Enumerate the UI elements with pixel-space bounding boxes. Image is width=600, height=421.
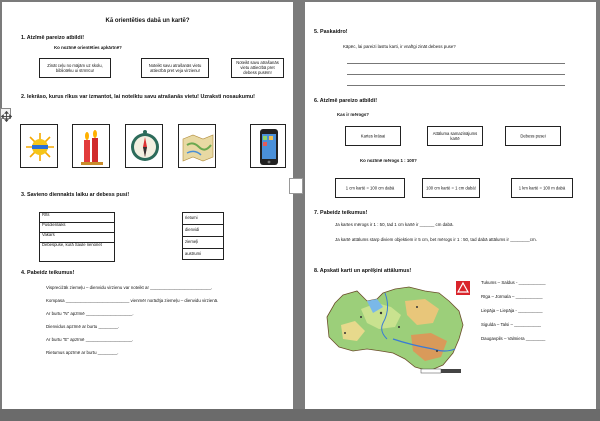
- worksheet-page-right: [305, 2, 596, 421]
- map-icon: [179, 125, 217, 169]
- task-4-sentence[interactable]: Kompasa __________________________ vienmēr norādīja ziemeļu – dienvidu virzienā.: [46, 298, 219, 303]
- move-arrows-icon: [1, 111, 12, 122]
- compass-picture[interactable]: [125, 124, 163, 168]
- distance-question[interactable]: Liepāja – Liepāja - __________: [481, 308, 543, 313]
- smartphone-icon: [251, 125, 287, 169]
- time-of-day-item[interactable]: Debespuse, kurā Saule nenoriet: [42, 242, 102, 247]
- phone-picture[interactable]: [250, 124, 286, 168]
- page-drag-handle[interactable]: [289, 178, 303, 194]
- sun-icon: [21, 125, 59, 169]
- candles-icon: [73, 125, 111, 169]
- task-5-heading: 5. Paskaidro!: [314, 29, 348, 35]
- move-handle[interactable]: [0, 108, 11, 119]
- task-8-heading: 8. Apskati karti un aprēķini attālumus!: [314, 268, 412, 274]
- task-5-question: Kāpēc, lai pareizi lasītu karti, ir vnafīgi zināt debess puse?: [343, 44, 456, 49]
- task-6-question-1: Kas ir mērogs?: [337, 112, 369, 117]
- direction-table: [182, 212, 224, 260]
- sun-picture[interactable]: [20, 124, 58, 168]
- direction-item[interactable]: dienvidi: [183, 225, 223, 237]
- answer-line[interactable]: [347, 74, 565, 75]
- direction-item[interactable]: ziemeļi: [183, 237, 223, 249]
- distance-question[interactable]: Rīga – Jūrmala – ___________: [481, 294, 543, 299]
- task-1-question: Ko nozīmē orientēties apkārtnē?: [54, 45, 122, 50]
- task-7-sentence[interactable]: Ja kartē attālums starp diviem objektiem ir 5 cm, bet mērogs ir 1 : 50, tad dabā attālums ir ________cm.: [335, 237, 537, 242]
- compass-icon: [126, 125, 164, 169]
- worksheet-title: Kā orientēties dabā un kartē?: [105, 18, 190, 24]
- latvia-map-image: [321, 279, 469, 379]
- answer-line[interactable]: [347, 63, 565, 64]
- task-6-question-2: Ko nozīmē mērogs 1 : 100?: [360, 158, 417, 163]
- task-1-option-1[interactable]: Zināt ceļu no mājām uz skolu, bibliotēku ui strmīcu!: [39, 58, 111, 78]
- scale-meaning-option[interactable]: 1 km kartē = 100 m dabā: [511, 178, 573, 198]
- task-1-heading: 1. Atzīmē pareizo atbildi!: [21, 35, 85, 41]
- scale-option[interactable]: Debess pusei: [505, 126, 561, 146]
- scale-option[interactable]: Kartes krāsai: [345, 126, 401, 146]
- direction-item[interactable]: austrumi: [185, 251, 202, 256]
- time-of-day-item[interactable]: Vakars: [40, 233, 114, 243]
- task-7-heading: 7. Pabeidz teikumus!: [314, 210, 368, 216]
- candles-picture[interactable]: [72, 124, 110, 168]
- distance-question[interactable]: Sigulda – Talsi – ___________: [481, 322, 541, 327]
- task-7-sentence[interactable]: Ja kartes mērogs ir 1 : 50, tad 1 cm kartē ir ______ cm dabā.: [335, 222, 454, 227]
- viewer-bottom-bar: [0, 409, 600, 421]
- task-4-sentence[interactable]: Ar burtu "E" apzīmē ___________________.: [46, 337, 134, 342]
- map-picture[interactable]: [178, 124, 216, 168]
- latvia-map[interactable]: [321, 279, 469, 379]
- scale-meaning-option[interactable]: 100 cm kartē = 1 cm dabā!: [422, 178, 480, 198]
- task-6-heading: 6. Atzīmē pareizo atbildi!: [314, 98, 378, 104]
- task-1-option-2[interactable]: Noteikt savu atrašanās vietu attiecībā pret veja virzienu!: [141, 58, 209, 78]
- task-2-heading: 2. Iekrāso, kurus rīkus var izmantot, lai noteiktu savu atrašanās vietu! Uzraksti nosaukumu!: [21, 94, 255, 100]
- task-3-heading: 3. Savieno diennakts laiku ar debess pusi!: [21, 192, 130, 198]
- map-logo-badge: [456, 281, 470, 295]
- time-of-day-item[interactable]: Rīts: [40, 213, 114, 223]
- time-of-day-item[interactable]: Pusdienlaiks: [40, 223, 114, 233]
- answer-line[interactable]: [347, 85, 565, 86]
- task-4-sentence[interactable]: Dienvidus apzīmē ar burtu ________.: [46, 324, 120, 329]
- time-of-day-table: [39, 212, 115, 262]
- map-logo-icon: [456, 281, 470, 295]
- task-4-heading: 4. Pabeidz teikumus!: [21, 270, 75, 276]
- task-4-sentence[interactable]: Rietumus apzīmē ar burtu ________.: [46, 350, 119, 355]
- scale-meaning-option[interactable]: 1 cm kartē = 100 cm dabā: [335, 178, 405, 198]
- worksheet-page-left: [2, 2, 293, 421]
- task-1-option-3[interactable]: Noteikt savu atrašanās vietu attiecībā pret debess pusēm!: [231, 58, 284, 78]
- task-4-sentence[interactable]: Vispreciżāk ziemeļu – dienvidu virzienu var noteikt ar _________________________.: [46, 285, 213, 290]
- distance-question[interactable]: Daugavpils – Valmiera ________: [481, 336, 546, 341]
- direction-item[interactable]: rietumi: [183, 213, 223, 225]
- distance-question[interactable]: Tukums – Saldus - ___________: [481, 280, 546, 285]
- scale-option[interactable]: Attāluma samazinājums kartē: [427, 126, 483, 146]
- task-4-sentence[interactable]: Ar burtu "N" apzīmē ___________________.: [46, 311, 134, 316]
